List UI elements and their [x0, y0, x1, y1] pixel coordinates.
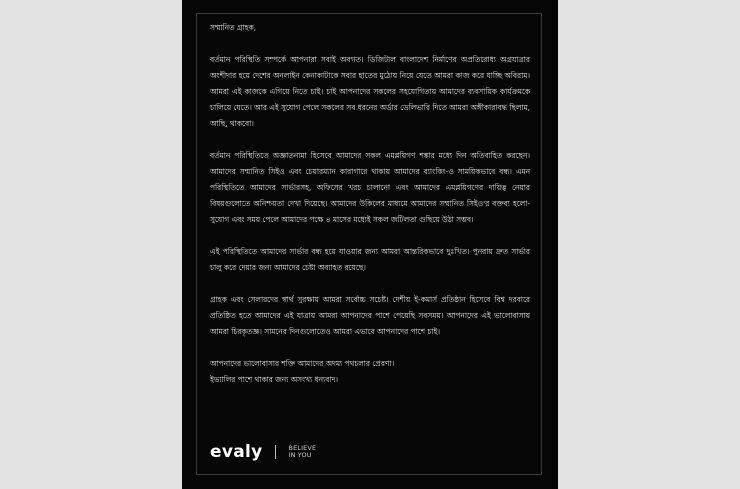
evaly-logo: evaly	[210, 441, 263, 462]
paragraph-3: এই পরিস্থিতিতে আমাদের সার্ভার বন্ধ হয়ে যাওয়ার জন্য আমরা আন্তরিকভাবে দুঃখিত। পুনরায় দ্রুত সার্ভার চালু করে দেয়ার জন্য আমাদের চেষ্টা অব্যাহত রয়েছে।	[210, 247, 530, 272]
brand-tagline	[289, 445, 317, 460]
tagline-line-1: BELIEVE	[288, 443, 317, 452]
paragraph-1: বর্তমান পরিস্থিতি সম্পর্কে আপনারা সবাই অবগত। ডিজিটাল বাংলাদেশ নির্মাণের অপ্রতিরোধ্য অগ্রযাত্রার অংশীদার হয়ে দেশের অনলাইন কেনাকাটাকে সবার হাতের মুঠোয় নিয়ে যেতে আমরা কাজ করে যাচ্ছি অবিরাম। আমরা এই কাজকে এগিয়ে নিতে চাই। চাই আপনাদের সকলের সহযোগিতায় আমাদের ব্যবসায়িক কার্যক্রমকে চালিয়ে যেতে। আর এই সুযোগ পেলে সকলের সব ধরনের অর্ডার ডেলিভারি দিতে আমরা অঙ্গীকারাবদ্ধ ছিলাম, আছি, থাকবো।	[210, 55, 530, 128]
letter-page	[182, 0, 558, 489]
letter-body	[210, 20, 530, 388]
tagline-line-2: IN YOU	[288, 451, 312, 459]
closing-line-2: ইভ্যালির পাশে থাকার জন্য অসংখ্য ধন্যবাদ।	[210, 375, 338, 384]
paragraph-2: বর্তমান পরিস্থিতিতে অজ্ঞাতনামা হিসেবে আমাদের সকল এমপ্লয়িগণ শঙ্কার মধ্যে দিন অতিবাহিত করছেন। আমাদের সম্মানিত সিইও এবং চেয়ারম্যান কারাগারে থাকায় আমাদের ব্যাংকিং-ও সাময়িকভাবে বন্ধ। এমন পরিস্থিতিতে আমাদের সার্ভারসহ, অফিসের খরচ চালানো এবং আমাদের এমপ্লয়িগণের দায়িত্ব নেয়ার বিষয়গুলোতে অনিশ্চয়তা দেখা দিয়েছে। আমাদের উকিলের মাধ্যমে আমাদের সম্মানিত সিইও'র বক্তব্য হলো- সুযোগ এবং সময় পেলে আমাদের পক্ষে ৪ মাসের মধ্যেই সকল জটিলতা গুছিয়ে উঠা সম্ভব।	[210, 151, 530, 224]
salutation: সম্মানিত গ্রাহক,	[210, 23, 257, 32]
brand-signature	[210, 442, 316, 462]
brand-divider	[275, 445, 276, 459]
closing-line-1: আপনাদের ভালোবাসার শক্তি আমাদের অদম্য পথচলার প্রেরণা।	[210, 359, 395, 368]
paragraph-4: গ্রাহক এবং সেলারদের স্বার্থ সুরক্ষায় আমরা সর্বোচ্চ সচেষ্ট। দেশীয় ই-কমার্স প্রতিষ্ঠান হিসেবে বিশ্ব দরবারে প্রতিষ্ঠিত হতে আমাদের এই যাত্রায় আমরা আপনাদের পাশে পেয়েছি সবসময়। আপনাদের এই ভালোবাসায় আমরা চিরকৃতজ্ঞ। সামনের দিনগুলোতেও আমরা এভাবে আপনাদের পাশে চাই।	[210, 295, 530, 336]
